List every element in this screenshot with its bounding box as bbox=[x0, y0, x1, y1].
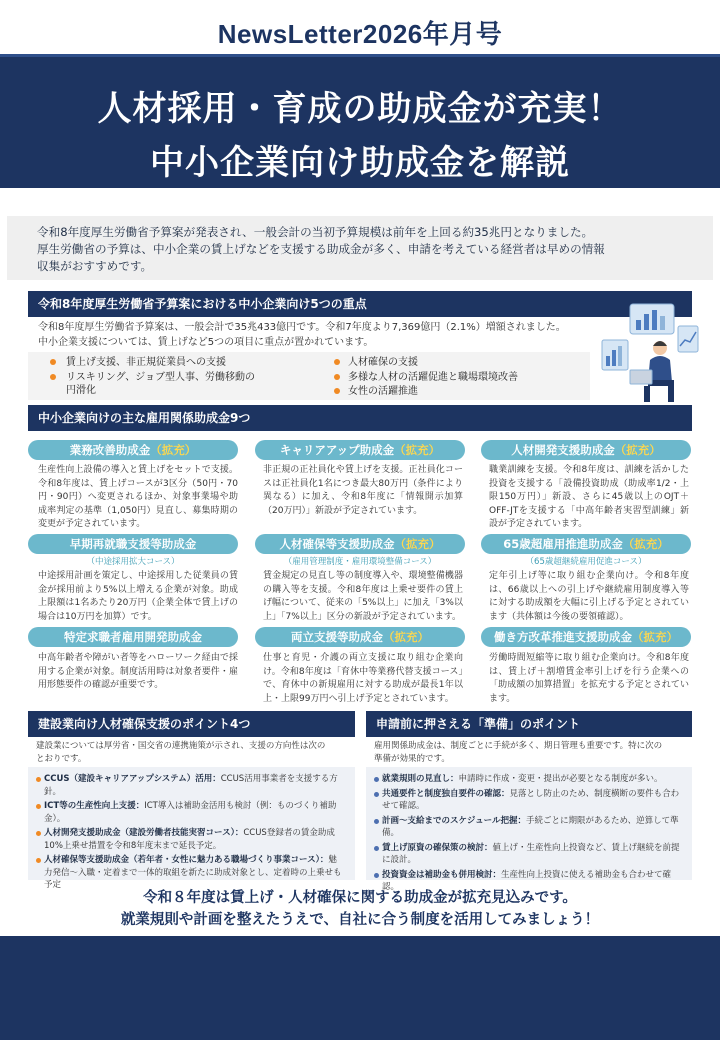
focus-item-1: 賃上げ支援、非正規従業員への支援 bbox=[66, 357, 226, 368]
prep-item: 賃上げ原資の確保策の検討：値上げ・生産性向上投資など、賃上げ継続を前提に設計。 bbox=[374, 842, 682, 867]
headline-line-2: 中小企業向け助成金を解説 bbox=[150, 143, 570, 183]
section1-text-1: 令和8年度厚生労働省予算案は、一般会計で35兆433億円です。令和7年度より7,369億円（2.1%）増額されました。 bbox=[38, 322, 566, 333]
construction-item: 人材確保等支援助成金（若年者・女性に魅力ある職場づくり事業コース）：魅力発信～入職・定着まで一体的取組を新たに助成対象とし、定着時の上乗せも予定 bbox=[36, 854, 345, 892]
bullet-dot bbox=[374, 873, 379, 878]
grant-card-7-body: 中高年齢者や障がい者等をハローワーク経由で採用する企業が対象。制度活用時は対象者要件・雇用形態要件の確認が重要です。 bbox=[38, 653, 238, 690]
section4-title: 申請前に押さえる「準備」のポイント bbox=[366, 711, 692, 737]
person-with-charts-illustration bbox=[600, 296, 700, 406]
section2-title: 中小企業向けの主な雇用関係助成金9つ bbox=[28, 405, 692, 431]
grant-card-4-title bbox=[28, 534, 238, 554]
bullet-dot bbox=[334, 359, 340, 365]
grant-name: キャリアアップ助成金 bbox=[279, 443, 395, 457]
grant-card-6-title bbox=[481, 534, 691, 554]
prep-item: 計画～支給までのスケジュール把握：手続ごとに期限があるため、逆算して準備。 bbox=[374, 815, 682, 840]
construction-item: CCUS（建設キャリアアップシステム）活用：CCUS活用事業者を支援する方針。 bbox=[36, 773, 345, 798]
bullet-dot bbox=[36, 804, 41, 809]
closing-line-1: 令和８年度は賃上げ・人材確保に関する助成金が拡充見込みです。 bbox=[143, 890, 577, 906]
focus-item-3: 人材確保の支援 bbox=[348, 357, 418, 368]
section4-list bbox=[366, 767, 692, 892]
focus-item-4: 多様な人材の活躍促進と職場環境改善 bbox=[348, 372, 518, 383]
bullet-dot bbox=[374, 792, 379, 797]
section4-lead-1: 雇用関係助成金は、制度ごとに手続が多く、期日管理も重要です。特に次の bbox=[374, 741, 663, 751]
grant-tag: （拡充） bbox=[632, 630, 678, 644]
intro-line-1: 令和8年度厚生労働省予算案が発表され、一般会計の当初予算規模は前年を上回る約35兆円となりました。 bbox=[37, 225, 594, 239]
bullet-dot bbox=[374, 777, 379, 782]
grant-tag: （拡充） bbox=[383, 630, 429, 644]
prep-item: 共通要件と制度独自要件の確認：見落とし防止のため、制度横断の要件も合わせて確認。 bbox=[374, 788, 682, 813]
section3-lead-2: とおりです。 bbox=[36, 754, 87, 764]
grant-card-3-title bbox=[481, 440, 691, 460]
bullet-dot bbox=[374, 819, 379, 824]
bullet-dot bbox=[334, 374, 340, 380]
hero-banner bbox=[0, 54, 720, 188]
prep-item: 就業規則の見直し：申請時に作成・変更・提出が必要となる制度が多い。 bbox=[374, 773, 682, 786]
section4-lead bbox=[374, 740, 692, 766]
focus-item-2: リスキリング、ジョブ型人事、労働移動の bbox=[66, 372, 255, 383]
bullet-dot bbox=[50, 374, 56, 380]
grant-card-1-title bbox=[28, 440, 238, 460]
grant-name: 人材開発支援助成金 bbox=[511, 443, 615, 457]
grant-card-7-title bbox=[28, 627, 238, 647]
construction-item: ICT等の生産性向上支援：ICT導入は補助金活用も検討（例：ものづくり補助金）。 bbox=[36, 800, 345, 825]
bullet-dot bbox=[36, 858, 41, 863]
grant-tag: （拡充） bbox=[394, 537, 441, 551]
section3-list bbox=[28, 767, 355, 890]
section1-text-2: 中小企業支援については、賃上げなど5つの項目に重点が置かれています。 bbox=[38, 337, 374, 348]
grant-card-5-title bbox=[255, 534, 465, 554]
grant-card-9-body: 労働時間短縮等に取り組む企業向け。令和8年度は、賃上げ＋割増賃金率引上げを行う企業への「助成額の加算措置」を拡充する予定とされています。 bbox=[489, 653, 689, 704]
grant-name: 早期再就職支援等助成金 bbox=[69, 537, 197, 551]
section1-text bbox=[38, 320, 598, 350]
prep-item: 投資資金は補助金も併用検討：生産性向上投資に使える補助金も合わせて確認。 bbox=[374, 869, 682, 894]
newsletter-masthead: NewsLetter2026年月号 bbox=[217, 19, 503, 49]
grant-tag: （拡充） bbox=[150, 443, 197, 457]
section3-lead bbox=[36, 740, 354, 766]
grant-card-4-sub: （中途採用拡大コース） bbox=[86, 557, 180, 567]
intro-box bbox=[7, 216, 713, 280]
grant-card-3-body: 職業訓練を支援。令和8年度は、訓練を活かした投資を支援する「設備投資助成（助成率1/2・上限150万円）」新設、さらに45歳以上のOJT＋OFF-JTを支援する「中高年齢者実習型訓練」新設が予定されています。 bbox=[489, 465, 689, 529]
intro-line-3: 収集がおすすめです。 bbox=[37, 259, 153, 273]
grant-card-2-body: 非正規の正社員化や賃上げを支援。正社員化コースは正社員化1名につき最大80万円（条件により異なる）に加え、令和8年度に「情報開示加算（20万円）」新設が予定されています。 bbox=[263, 465, 463, 516]
headline-line-1: 人材採用・育成の助成金が充実！ bbox=[97, 89, 623, 129]
grant-card-2-title bbox=[255, 440, 465, 460]
bullet-dot bbox=[36, 777, 41, 782]
bullet-dot bbox=[50, 359, 56, 365]
grant-card-5-sub: （雇用管理制度・雇用環境整備コース） bbox=[283, 557, 437, 567]
closing-line-2: 就業規則や計画を整えたうえで、自社に合う制度を活用してみましょう！ bbox=[120, 912, 600, 928]
section1-title: 令和8年度厚生労働省予算案における中小企業向け5つの重点 bbox=[28, 291, 692, 317]
bullet-dot bbox=[334, 388, 340, 394]
intro-line-2: 厚生労働省の予算は、中小企業の賃上げなどを支援する助成金が多く、申請を考えている経営者は早めの情報 bbox=[37, 242, 605, 256]
grant-tag: （拡充） bbox=[394, 443, 441, 457]
section3-title: 建設業向け人材確保支援のポイント4つ bbox=[28, 711, 355, 737]
focus-item-2-cont: 円滑化 bbox=[66, 385, 96, 396]
grant-card-1-body: 生産性向上設備の導入と賃上げをセットで支援。令和8年度は、賃上げコースが3区分（50円・70円・90円）へ変更されるほか、対象事業場や助成率判定の基準（1,050円）見直し、募集時期の変更が予定されています。 bbox=[38, 465, 238, 529]
grant-card-8-body: 仕事と育児・介護の両立支援に取り組む企業向け。令和8年度は「育休中等業務代替支援コース」で、育休中の新規雇用に対する助成が最長1年以上・上限99万円へ引上げ予定とされています。 bbox=[263, 653, 463, 704]
construction-item: 人材開発支援助成金（建設労働者技能実習コース）：CCUS登録者の賃金助成10%上乗せ措置を令和8年度末まで延長予定。 bbox=[36, 827, 345, 852]
bullet-dot bbox=[36, 831, 41, 836]
section4-lead-2: 準備が効果的です。 bbox=[374, 754, 450, 764]
grant-card-5-body: 賃金規定の見直し等の制度導入や、環境整備機器の購入等を支援。令和8年度は上乗せ要件の賃上げ幅について、従来の「5%以上」に加え「3%以上」「7%以上」区分の新設が予定されています。 bbox=[263, 571, 463, 622]
grant-name: 人材確保等支援助成金 bbox=[279, 537, 395, 551]
grant-name: 65歳超雇用推進助成金 bbox=[503, 537, 623, 551]
focus-points-box bbox=[28, 352, 590, 400]
grant-card-9-title bbox=[481, 627, 691, 647]
bullet-dot bbox=[374, 846, 379, 851]
grant-tag: （拡充） bbox=[614, 443, 661, 457]
grant-card-4-body: 中途採用計画を策定し、中途採用した従業員の賃金が採用前より5%以上増える企業が対象。助成上限額は1名あたり20万円（企業全体で賃上げの場合は10万円を加算）です。 bbox=[38, 571, 238, 622]
footer-band bbox=[0, 936, 720, 1040]
grant-card-8-title bbox=[255, 627, 465, 647]
focus-item-5: 女性の活躍推進 bbox=[348, 386, 418, 397]
grant-name: 両立支援等助成金 bbox=[291, 630, 383, 644]
grant-name: 特定求職者雇用開発助成金 bbox=[64, 630, 202, 644]
grant-card-6-body: 定年引上げ等に取り組む企業向け。令和8年度は、66歳以上への引上げや継続雇用制度導入等に対する助成額を大幅に引上げる予定とされています（共体額は今後の要領確認）。 bbox=[489, 571, 689, 622]
section3-lead-1: 建設業については厚労省・国交省の連携施策が示され、支援の方向性は次の bbox=[36, 741, 326, 751]
grant-card-6-sub: （65歳超継続雇用促進コース） bbox=[525, 557, 647, 567]
grant-name: 働き方改革推進支援助成金 bbox=[494, 630, 632, 644]
grant-tag: （拡充） bbox=[622, 537, 669, 551]
grant-name: 業務改善助成金 bbox=[69, 443, 151, 457]
